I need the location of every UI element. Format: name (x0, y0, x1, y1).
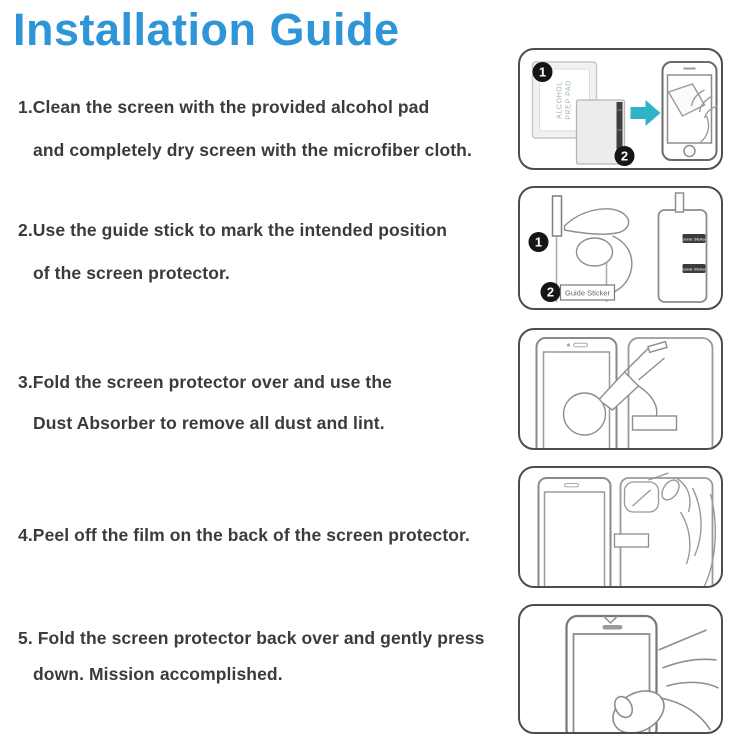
step-1-number: 1. (18, 97, 33, 117)
badge-2-icon (615, 146, 635, 166)
phone-with-stickers-icon (659, 193, 707, 302)
illustration-step-2-guide-stick (518, 186, 723, 310)
step-1-line-2: and completely dry screen with the microfiber cloth. (33, 140, 472, 160)
step-5-text (18, 620, 513, 692)
svg-text:Guide Sticker: Guide Sticker (564, 288, 611, 298)
illustration-step-4-peel-film (518, 466, 723, 588)
step-5-number: 5. (18, 628, 38, 648)
svg-text:2: 2 (546, 284, 555, 300)
page-title: Installation Guide (13, 4, 400, 55)
pinching-hand-icon (565, 209, 632, 294)
svg-text:ALCOHOL: ALCOHOL (556, 81, 564, 119)
press-down-illustration (520, 606, 721, 732)
svg-text:Guide Sticker: Guide Sticker (681, 236, 707, 242)
film-corner-icon (625, 482, 659, 512)
illustration-step-3-dust-absorber (518, 328, 723, 450)
step-2-text (18, 209, 513, 295)
badge-1-icon (529, 232, 549, 252)
arrow-right-icon (631, 100, 661, 126)
step-3-line-2: Dust Absorber to remove all dust and lint. (33, 413, 385, 433)
step-4-line-1: 4.Peel off the film on the back of the screen protector. (18, 525, 470, 545)
dust-absorber-illustration (520, 330, 721, 448)
step-5-line-1: 5. Fold the screen protector back over and gently press (18, 628, 485, 648)
step-3-number: 3. (18, 372, 33, 392)
step-3-text (18, 362, 513, 444)
illustration-step-1-clean (518, 48, 723, 170)
guide-sticker-label (561, 285, 615, 300)
clean-screen-illustration (520, 50, 721, 168)
svg-text:1: 1 (534, 234, 543, 250)
peel-film-illustration (520, 468, 721, 586)
step-2-number: 2. (18, 220, 33, 240)
badge-1-icon (533, 62, 553, 82)
step-4-text (18, 514, 513, 557)
guide-stick-illustration (520, 188, 721, 308)
svg-text:1: 1 (538, 64, 547, 80)
step-2-line-2: of the screen protector. (33, 263, 230, 283)
phone-icon (539, 478, 611, 586)
step-3-line-1: 3.Fold the screen protector over and use the (18, 372, 392, 392)
step-5-line-2: down. Mission accomplished. (33, 664, 283, 684)
badge-2-icon (541, 282, 561, 302)
svg-text:2: 2 (620, 148, 629, 164)
step-2-line-1: 2.Use the guide stick to mark the intended position (18, 220, 448, 240)
step-1-text (18, 86, 513, 172)
svg-text:Guide Sticker: Guide Sticker (681, 266, 707, 272)
illustration-step-5-press-down (518, 604, 723, 734)
step-1-line-1: 1.Clean the screen with the provided alcohol pad (18, 97, 430, 117)
step-4-number: 4. (18, 525, 33, 545)
svg-text:PREP PAD: PREP PAD (565, 80, 573, 120)
